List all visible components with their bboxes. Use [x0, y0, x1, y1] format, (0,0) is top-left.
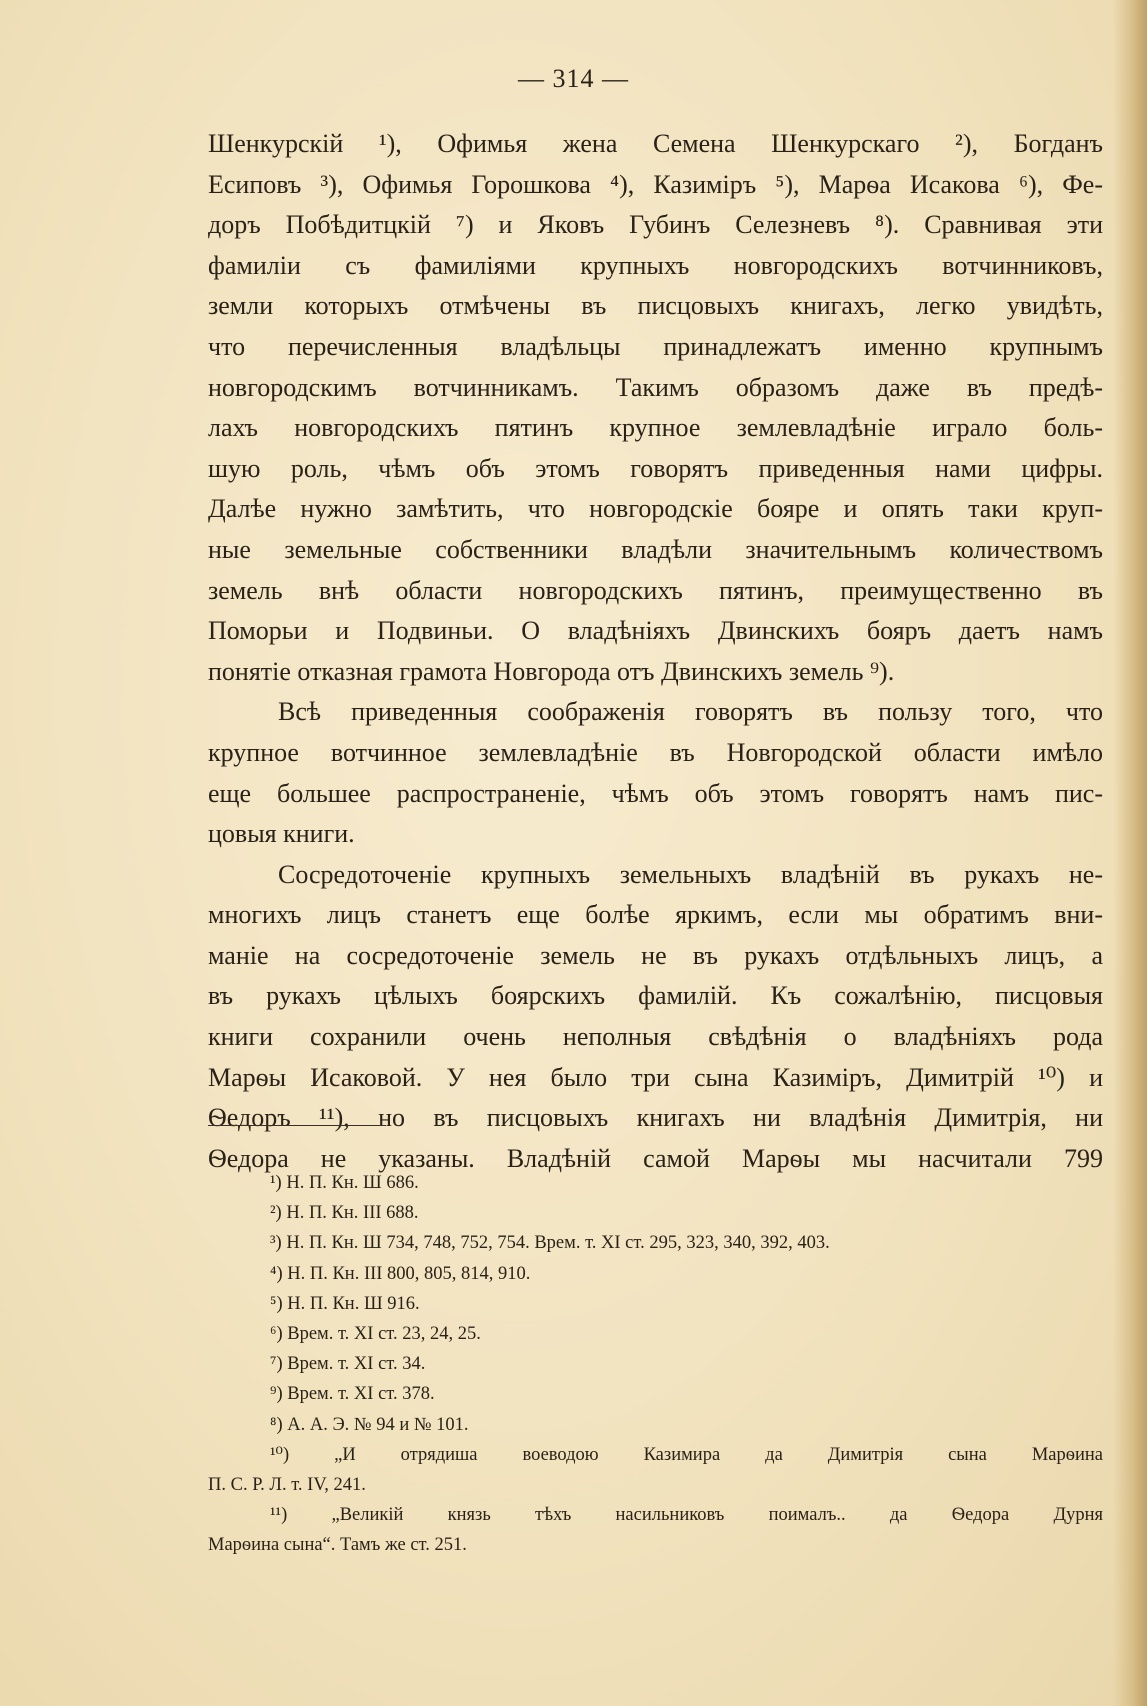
page-number: — 314 —	[518, 64, 629, 93]
text-line: въ рукахъ цѣлыхъ боярскихъ фамилій. Къ сожалѣнію, писцовыя	[208, 981, 1103, 1011]
text-line: ные земельные собственники владѣли значительнымъ количествомъ	[208, 534, 1103, 564]
text-line: книги сохранили очень неполныя свѣдѣнія о владѣніяхъ рода	[208, 1022, 1103, 1052]
footnote: ⁴) Н. П. Кн. III 800, 805, 814, 910.	[270, 1263, 531, 1284]
text-line: земель внѣ области новгородскихъ пятинъ, преимущественно въ	[208, 575, 1103, 605]
footnote: ⁷) Врем. т. XI ст. 34.	[270, 1354, 426, 1375]
text-line: Есиповъ ³), Офимья Горошкова ⁴), Казиміръ ⁵), Марѳа Исакова ⁶), Фе-	[208, 169, 1103, 199]
text-line-paragraph-start: Всѣ приведенныя соображенія говорятъ въ пользу того, что	[278, 697, 1103, 727]
text-line: новгородскимъ вотчинникамъ. Такимъ образомъ даже въ предѣ-	[208, 372, 1103, 402]
footnote: ⁹) Врем. т. XI ст. 378.	[270, 1384, 435, 1405]
text-line: Далѣе нужно замѣтить, что новгородскіе бояре и опять таки круп-	[208, 494, 1103, 524]
text-line: Ѳедора не указаны. Владѣній самой Марѳы мы насчитали 799	[208, 1143, 1103, 1173]
footnote: ⁵) Н. П. Кн. Ш 916.	[270, 1293, 420, 1314]
text-line: шую роль, чѣмъ объ этомъ говорятъ приведенныя нами цифры.	[208, 453, 1103, 483]
text-line: еще большее распространеніе, чѣмъ объ этомъ говорятъ намъ пис-	[208, 778, 1103, 808]
text-line: маніе на сосредоточеніе земель не въ рукахъ отдѣльныхъ лицъ, а	[208, 940, 1103, 970]
text-line: крупное вотчинное землевладѣніе въ Новгородской области имѣло	[208, 737, 1103, 767]
footnotes	[208, 1168, 1103, 1560]
footnote-continuation: П. С. Р. Л. т. IV, 241.	[208, 1474, 366, 1495]
footnote: ¹¹) „Великій князь тѣхъ насильниковъ поималъ.. да Ѳедора Дурня	[270, 1505, 1103, 1526]
text-line: земли которыхъ отмѣчены въ писцовыхъ книгахъ, легко увидѣть,	[208, 291, 1103, 321]
footnote: ⁶) Врем. т. XI ст. 23, 24, 25.	[270, 1323, 481, 1344]
footnote: ²) Н. П. Кн. III 688.	[270, 1203, 419, 1224]
text-line-paragraph-start: Сосредоточеніе крупныхъ земельныхъ владѣній въ рукахъ не-	[278, 859, 1103, 889]
text-line: цовыя книги.	[208, 819, 355, 849]
main-text	[208, 124, 1103, 1179]
footnote: ¹⁰) „И отрядиша воеводою Казимира да Димитрія сына Марѳина	[270, 1444, 1103, 1465]
footnote: ¹) Н. П. Кн. Ш 686.	[270, 1173, 419, 1193]
text-line: Ѳедоръ ¹¹), но въ писцовыхъ книгахъ ни владѣнія Димитрія, ни	[208, 1103, 1103, 1133]
text-line: что перечисленныя владѣльцы принадлежатъ именно крупнымъ	[208, 331, 1103, 361]
page-edge-shadow	[1113, 0, 1147, 1706]
text-line: лахъ новгородскихъ пятинъ крупное землевладѣніе играло боль-	[208, 413, 1103, 443]
text-line: Марѳы Исаковой. У нея было три сына Казиміръ, Димитрій ¹⁰) и	[208, 1062, 1103, 1092]
text-line: многихъ лицъ станетъ еще болѣе яркимъ, если мы обратимъ вни-	[208, 900, 1103, 930]
text-line: фамиліи съ фамиліями крупныхъ новгородскихъ вотчинниковъ,	[208, 250, 1103, 280]
text-line: доръ Побѣдитцкій ⁷) и Яковъ Губинъ Селезневъ ⁸). Сравнивая эти	[208, 210, 1103, 240]
footnote-divider	[208, 1125, 386, 1126]
footnote: ³) Н. П. Кн. Ш 734, 748, 752, 754. Врем. т. XI ст. 295, 323, 340, 392, 403.	[270, 1233, 830, 1254]
text-line: понятіе отказная грамота Новгорода отъ Двинскихъ земель ⁹).	[208, 656, 895, 686]
text-line: Поморьи и Подвиньи. О владѣніяхъ Двинскихъ бояръ даетъ намъ	[208, 616, 1103, 646]
footnote: ⁸) А. А. Э. № 94 и № 101.	[270, 1414, 469, 1435]
footnote-continuation: Марѳина сына“. Тамъ же ст. 251.	[208, 1535, 467, 1556]
text-line: Шенкурскій ¹), Офимья жена Семена Шенкурскаго ²), Богданъ	[208, 129, 1103, 158]
